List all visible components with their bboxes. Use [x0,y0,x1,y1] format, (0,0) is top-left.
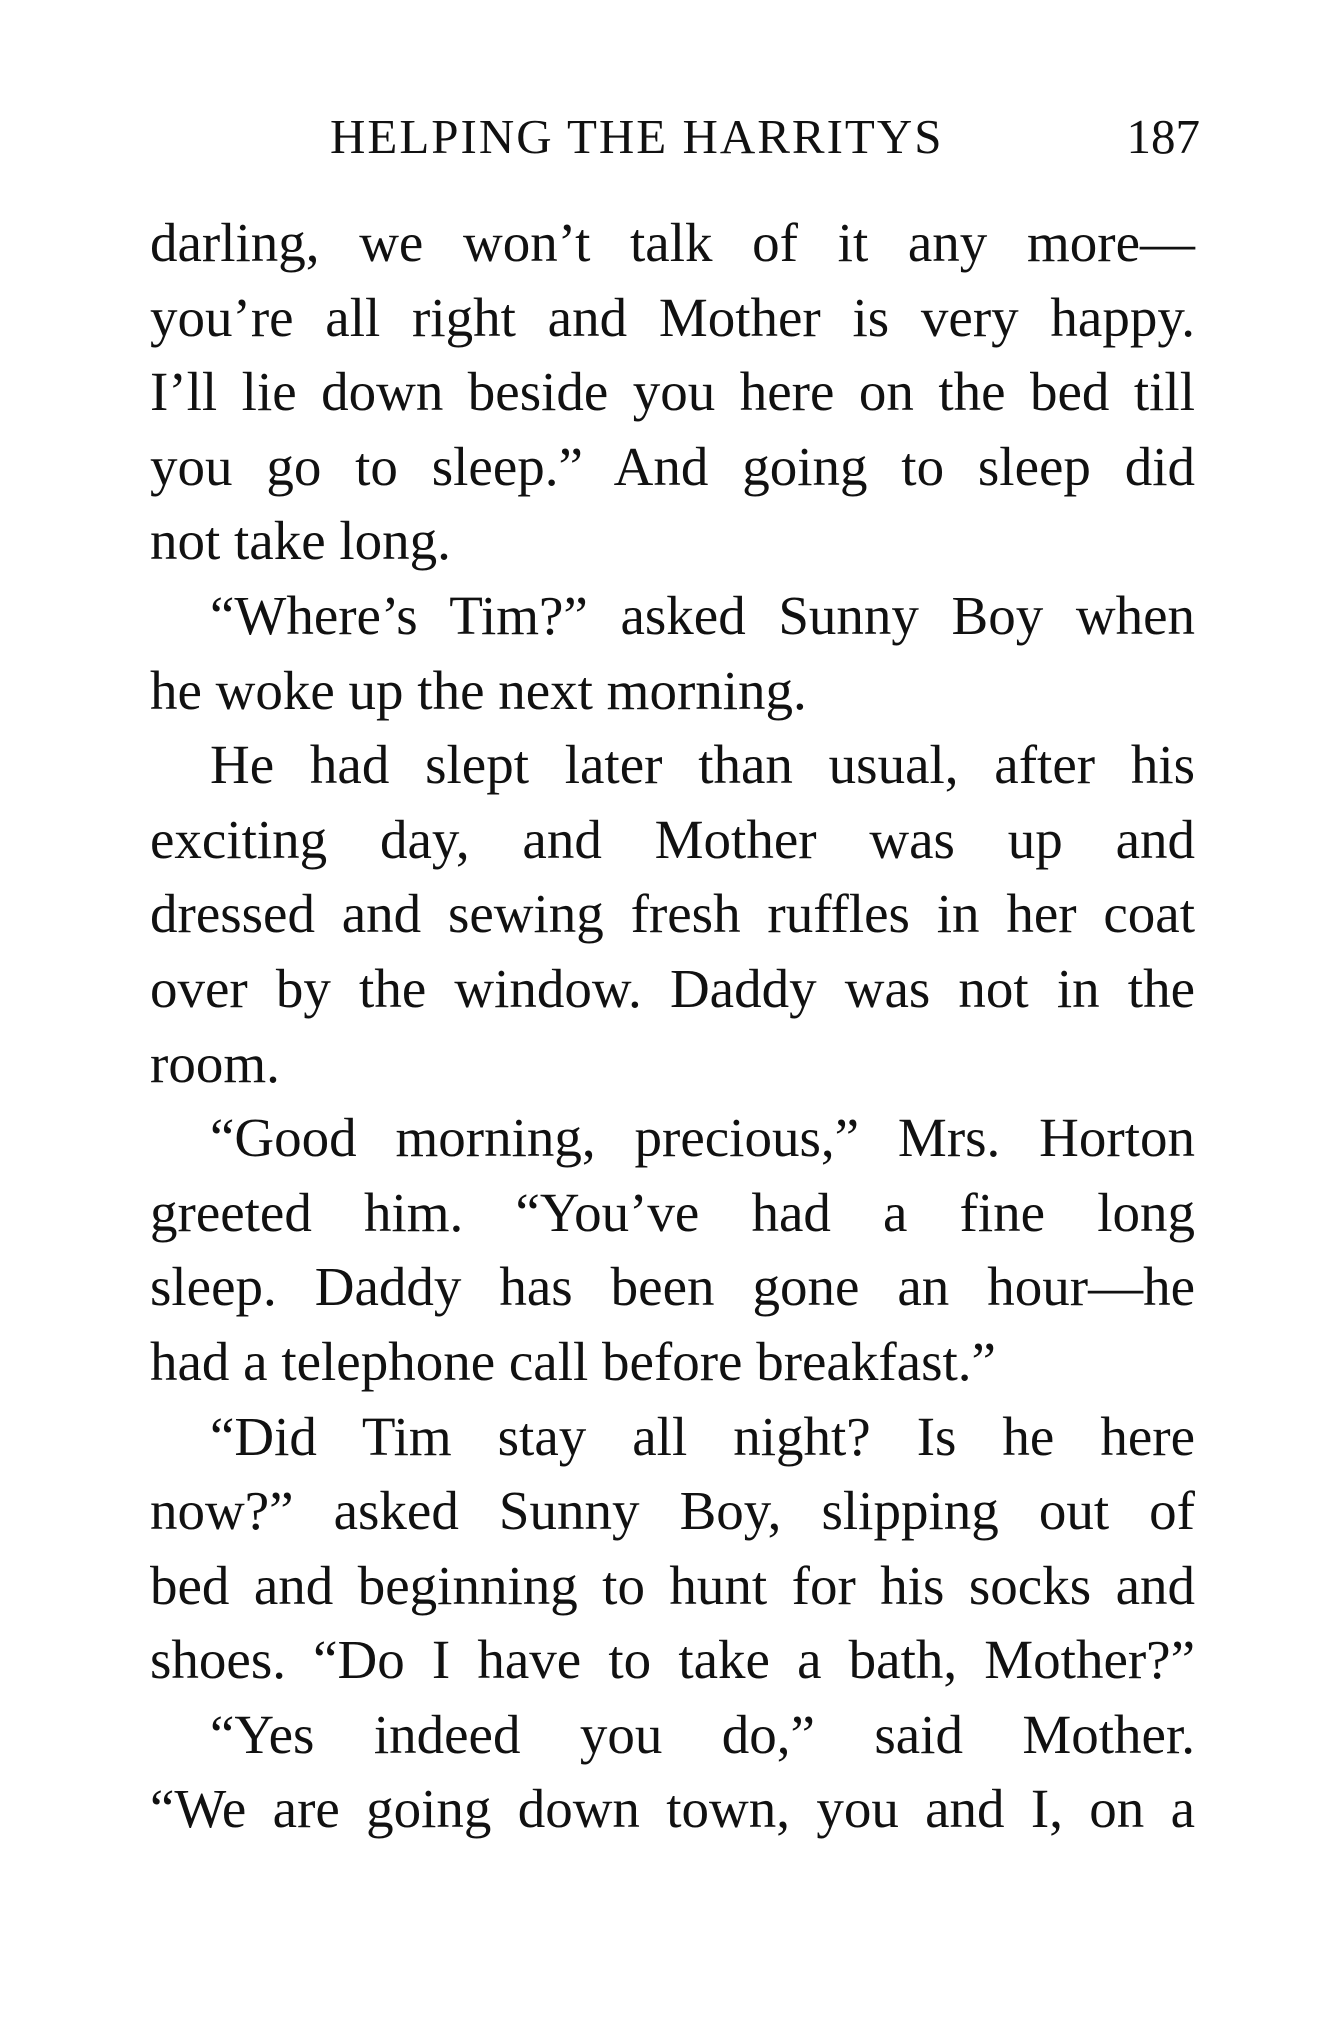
text-line: he woke up the next morning. [150,659,807,721]
text-line: now?” asked Sunny Boy, slipping out of [150,1480,1195,1542]
text-line: sleep. Daddy has been gone an hour—he [150,1256,1195,1318]
body-text [150,206,1195,1847]
running-head-title: HELPING THE HARRITYS [330,109,944,164]
text-line: “We are going down town, you and I, on a [150,1778,1195,1840]
text-line: darling, we won’t talk of it any more— [150,212,1195,273]
text-line: “Did Tim stay all night? Is he here [210,1405,1195,1467]
text-line: bed and beginning to hunt for his socks and [150,1554,1195,1616]
text-line: you go to sleep.” And going to sleep did [150,435,1195,497]
text-line: exciting day, and Mother was up and [150,808,1195,870]
text-line: room. [150,1032,280,1094]
text-line: He had slept later than usual, after his [210,734,1195,796]
text-line: over by the window. Daddy was not in the [150,957,1195,1019]
text-line: not take long. [150,510,451,572]
text-line: greeted him. “You’ve had a fine long [150,1181,1195,1243]
text-line: “Yes indeed you do,” said Mother. [210,1703,1195,1765]
running-head [330,108,1200,168]
text-line: “Where’s Tim?” asked Sunny Boy when [210,584,1195,646]
page-number: 187 [1126,109,1200,164]
text-line: you’re all right and Mother is very happy. [150,286,1195,348]
text-line: “Good morning, precious,” Mrs. Horton [210,1107,1195,1169]
text-line: dressed and sewing fresh ruffles in her coat [150,883,1195,945]
text-line: had a telephone call before breakfast.” [150,1330,996,1392]
text-line: shoes. “Do I have to take a bath, Mother?” [150,1629,1195,1691]
text-line: I’ll lie down beside you here on the bed till [150,361,1195,423]
